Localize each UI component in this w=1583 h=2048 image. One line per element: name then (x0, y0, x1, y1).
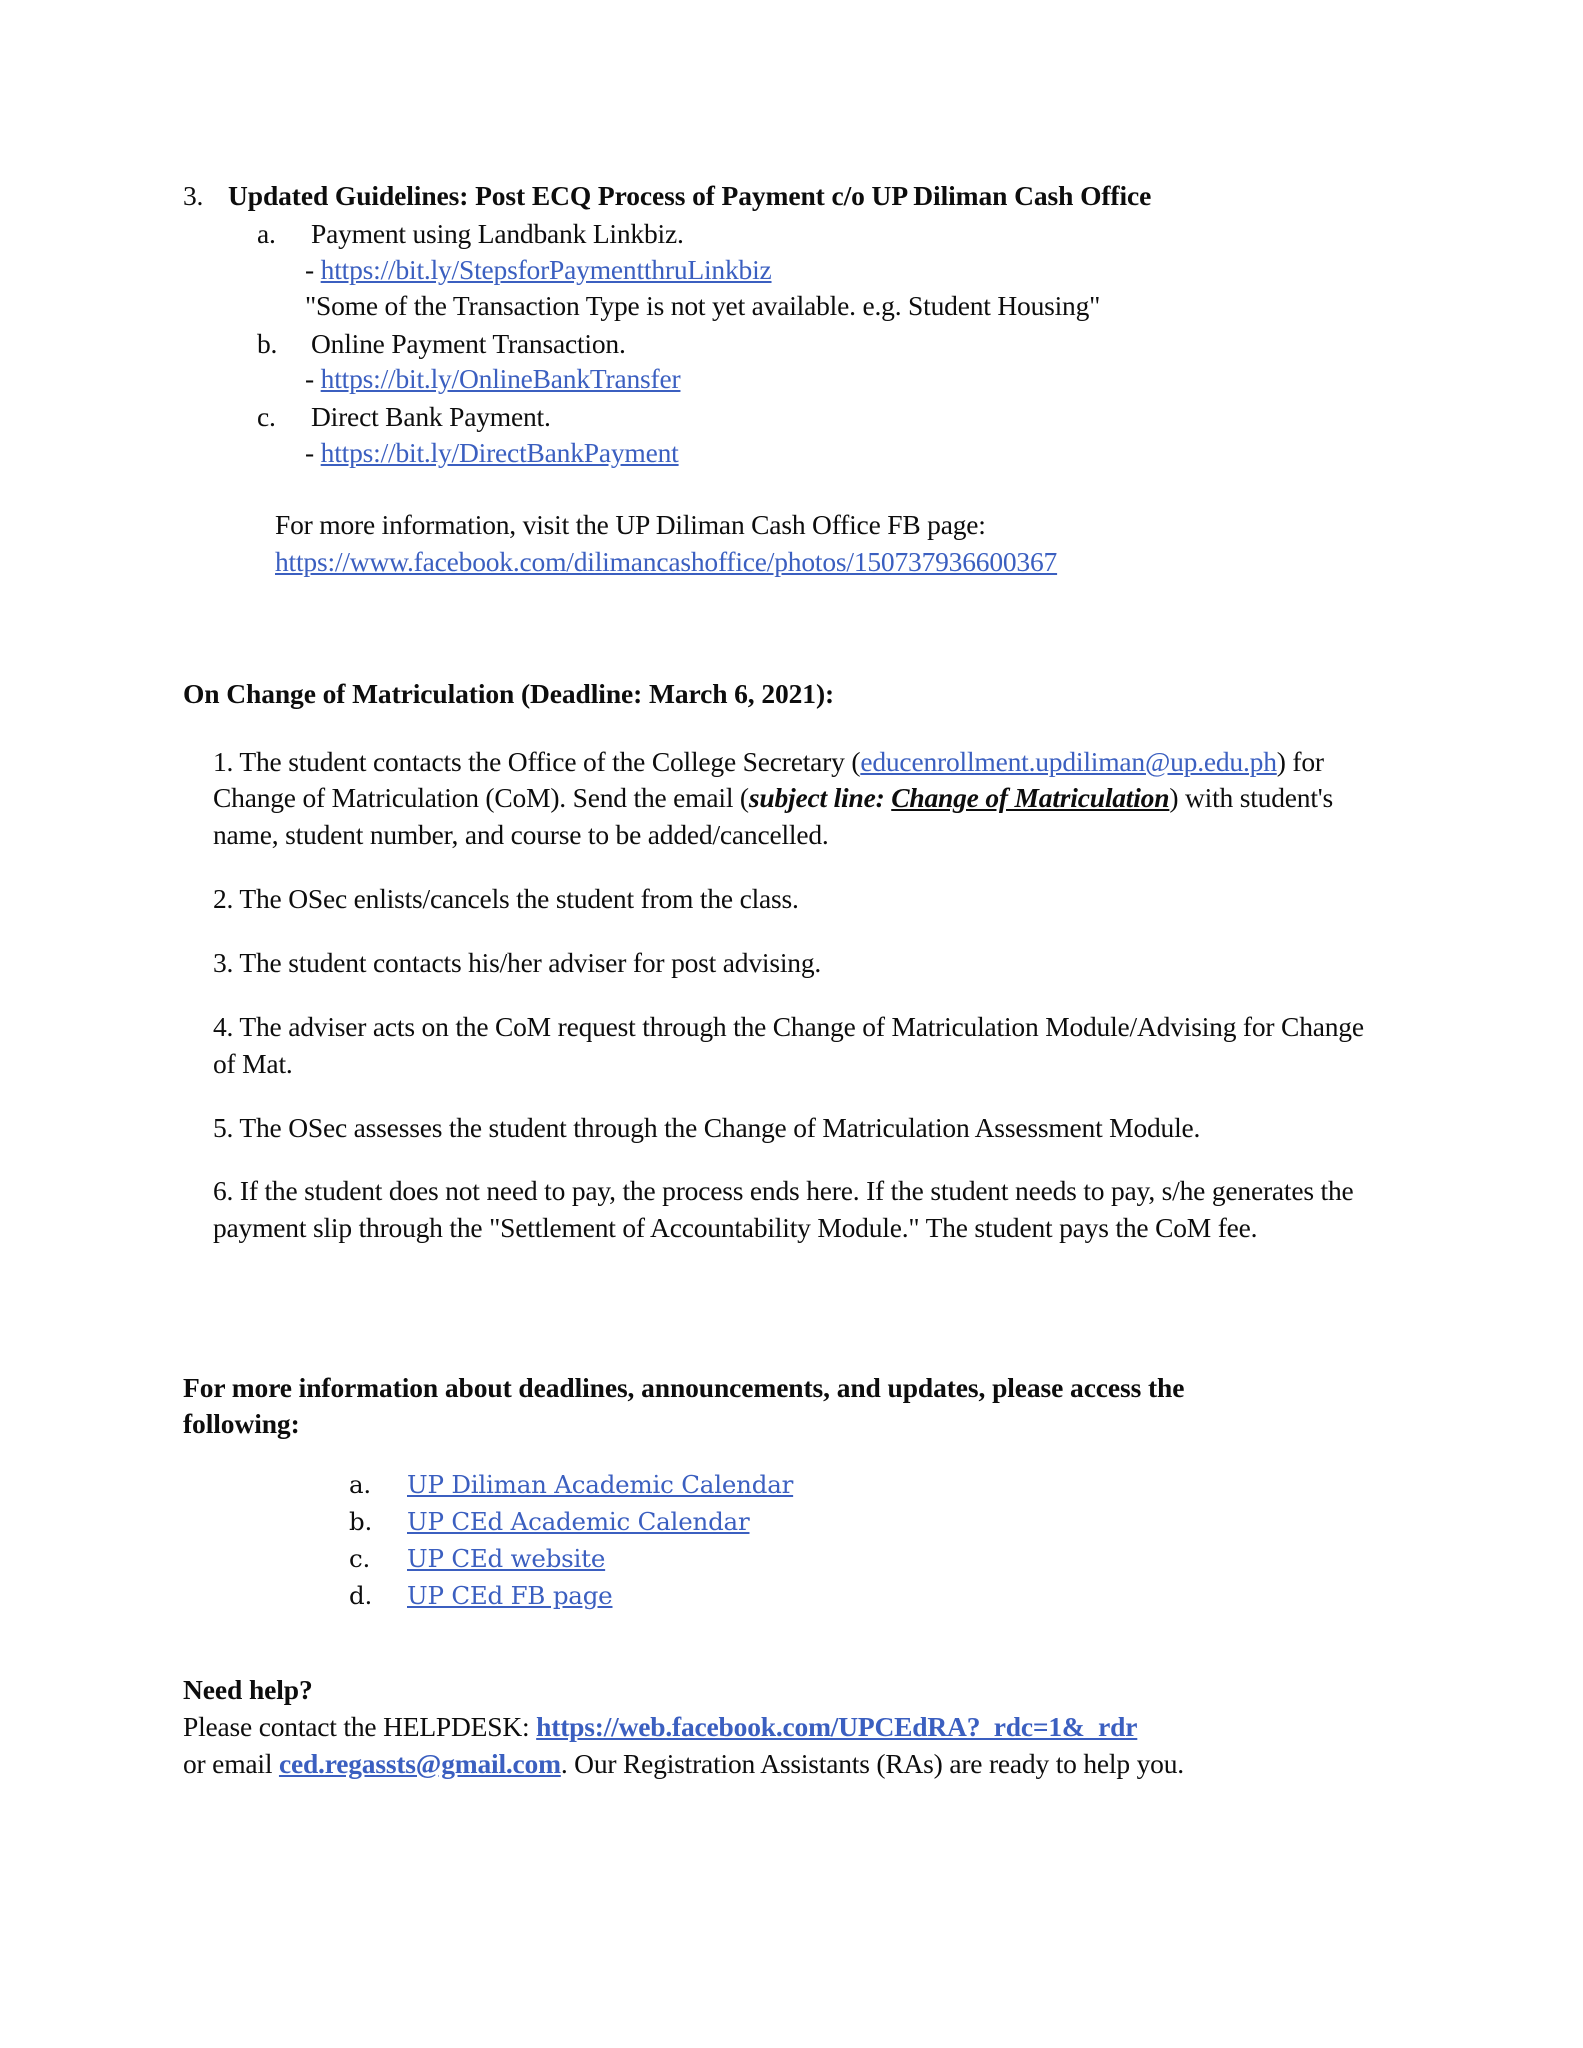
up-ced-fb-page-link[interactable]: UP CEd FB page (407, 1581, 613, 1611)
list-item-link-row (257, 252, 1383, 289)
list-item-label: Online Payment Transaction. (311, 327, 626, 359)
transaction-type-note: "Some of the Transaction Type is not yet available. e.g. Student Housing" (305, 290, 1101, 322)
more-info-section (183, 1370, 1383, 1614)
list-item (349, 1577, 1383, 1614)
helpdesk-prefix: Please contact the HELPDESK: (183, 1711, 537, 1743)
resource-link-list (183, 1466, 1383, 1615)
spacer (183, 1614, 1383, 1672)
cash-office-info (183, 507, 1383, 580)
list-item (257, 216, 1383, 252)
com-step-4: 4. The adviser acts on the CoM request through the Change of Matriculation Module/Advising for Change of Mat. (213, 1010, 1364, 1079)
guidelines-section (183, 178, 1383, 580)
help-heading: Need help? (183, 1674, 313, 1706)
helpdesk-line (183, 1709, 1383, 1746)
com-step-1 (183, 744, 1373, 855)
com-section (183, 676, 1383, 1247)
helpdesk-fb-link[interactable]: https://web.facebook.com/UPCEdRA?_rdc=1&_rdr (536, 1711, 1138, 1743)
up-diliman-academic-calendar-link[interactable]: UP Diliman Academic Calendar (407, 1469, 794, 1499)
guidelines-sub-list (183, 216, 1383, 472)
osec-email-link[interactable]: educenrollment.updiliman@up.edu.ph (860, 745, 1277, 777)
list-marker-3: 3. (183, 180, 204, 211)
up-ced-academic-calendar-link[interactable]: UP CEd Academic Calendar (407, 1506, 750, 1536)
spacer (183, 580, 1383, 676)
list-marker-b: b. (349, 1506, 373, 1536)
list-item (349, 1466, 1383, 1503)
more-info-heading: For more information about deadlines, announcements, and updates, please access the following: (183, 1372, 1185, 1439)
help-email-line (183, 1746, 1383, 1783)
up-ced-website-link[interactable]: UP CEd website (407, 1544, 606, 1573)
dash-bullet: - (305, 436, 314, 468)
list-item-link-row (257, 435, 1383, 472)
com-heading: On Change of Matriculation (Deadline: March 6, 2021): (183, 677, 835, 709)
cash-office-info-text: For more information, visit the UP Diliman Cash Office FB page: (275, 509, 986, 541)
direct-bank-payment-link[interactable]: https://bit.ly/DirectBankPayment (320, 436, 679, 468)
help-email-suffix: . Our Registration Assistants (RAs) are ready to help you. (560, 1747, 1184, 1779)
list-item (257, 326, 1383, 362)
com-step-3: 3. The student contacts his/her adviser for post advising. (213, 946, 822, 978)
help-email-prefix: or email (183, 1747, 279, 1779)
dash-bullet: - (305, 253, 314, 285)
linkbiz-steps-link[interactable]: https://bit.ly/StepsforPaymentthruLinkbiz (320, 253, 772, 285)
list-marker-c: c. (257, 400, 276, 432)
spacer (183, 712, 1383, 744)
list-marker-a: a. (257, 217, 276, 249)
subject-line-value (891, 782, 1169, 813)
subject-line-label: subject line: (748, 782, 885, 814)
com-step-1-tail: ) with student's name, student number, and course to be added/cancelled. (213, 782, 1334, 851)
com-step-2: 2. The OSec enlists/cancels the student from the class. (213, 883, 799, 915)
help-section (183, 1672, 1383, 1782)
com-step-6: 6. If the student does not need to pay, the process ends here. If the student needs to pay, s/he generates the payment slip through the "Settlement of Accountability Module." The student pays the CoM fee. (213, 1175, 1354, 1244)
guidelines-title: Updated Guidelines: Post ECQ Process of Payment c/o UP Diliman Cash Office (228, 180, 1152, 211)
com-step-1-lead: 1. The student contacts the Office of the College Secretary ( (213, 745, 861, 777)
list-item (349, 1540, 1383, 1577)
com-step-5: 5. The OSec assesses the student through the Change of Matriculation Assessment Module. (213, 1111, 1201, 1143)
subject-line-value-underline: Change of Matriculation (891, 782, 1170, 814)
online-bank-transfer-link[interactable]: https://bit.ly/OnlineBankTransfer (320, 363, 681, 395)
list-item-link-row (257, 361, 1383, 398)
list-item (257, 399, 1383, 435)
dash-bullet: - (305, 363, 314, 395)
document-content (183, 178, 1383, 1782)
list-marker-d: d. (349, 1581, 373, 1611)
list-marker-a: a. (349, 1469, 371, 1499)
spacer (183, 1274, 1383, 1370)
list-item-label: Payment using Landbank Linkbiz. (311, 217, 684, 249)
list-item-label: Direct Bank Payment. (311, 400, 551, 432)
guidelines-heading-row (183, 178, 1383, 214)
com-step-1-mid: ) for Change of Matriculation (CoM). Send the email ( (213, 745, 1324, 814)
list-marker-c: c. (349, 1544, 371, 1573)
list-item (349, 1503, 1383, 1540)
cash-office-fb-link[interactable]: https://www.facebook.com/dilimancashoffice/photos/150737936600367 (275, 545, 1058, 577)
cash-office-link-row (275, 544, 1383, 580)
list-marker-b: b. (257, 327, 278, 359)
ra-email-link[interactable]: ced.regassts@gmail.com (278, 1747, 561, 1779)
